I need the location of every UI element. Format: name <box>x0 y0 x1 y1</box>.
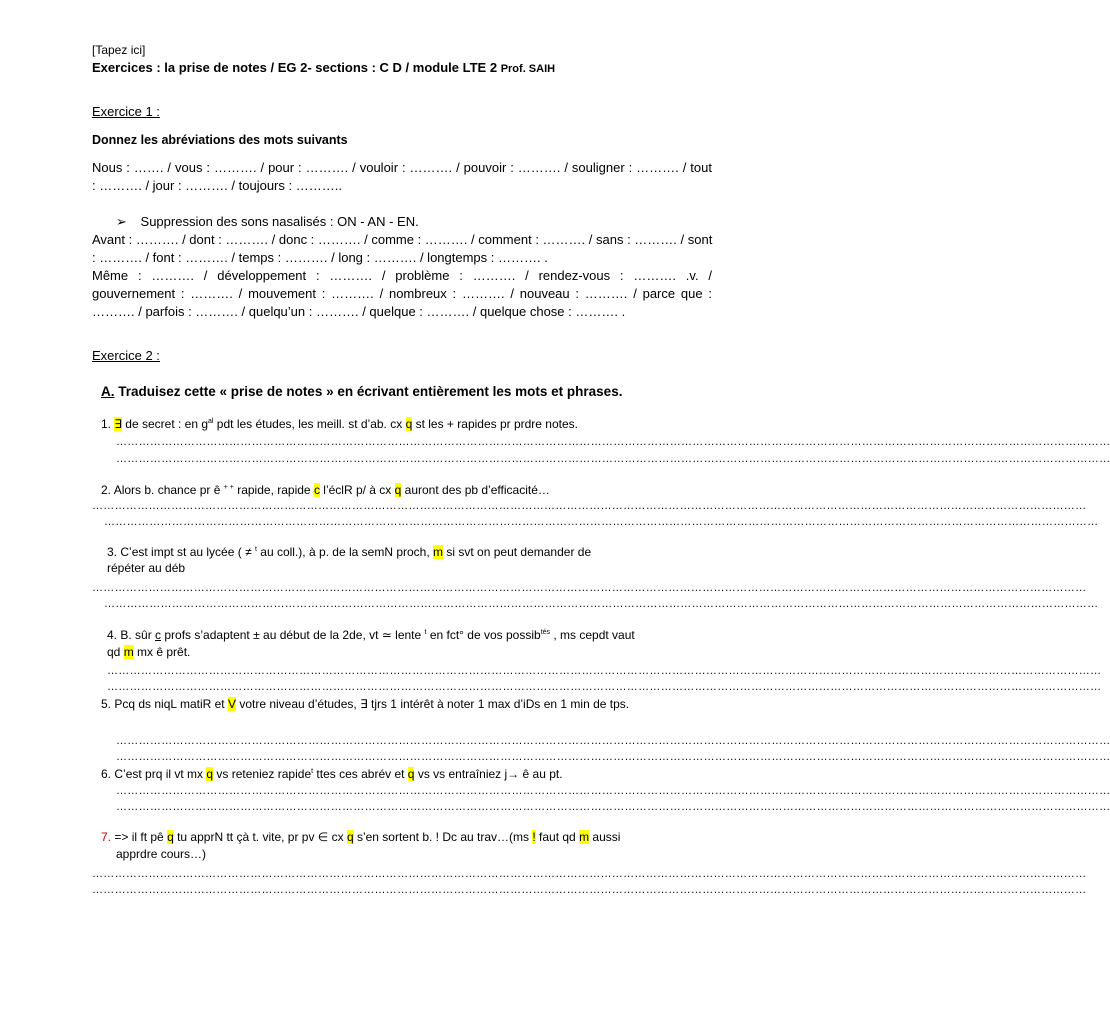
ex1-bullet-text: Suppression des sons nasalisés : ON - AN - EN. <box>140 214 419 229</box>
highlight: c <box>313 483 320 497</box>
ex2-item-3-line-2: répéter au déb <box>107 561 186 575</box>
answer-line: ………………………………………………………………………………………………………………………………………………………………………………………………………………………………………… <box>116 436 1110 448</box>
ex1-line-1: Nous : ……. / vous : ………. / pour : ………. / vouloir : ………. / pouvoir : ………. / souligner : ………. / tout <box>92 160 712 175</box>
ex1-line-2: : ………. / jour : ………. / toujours : ……….. <box>92 178 342 193</box>
ex2-item-2: 2. Alors b. chance pr ê + + rapide, rapide c l’éclR p/ à cx q auront des pb d’efficacité… <box>101 483 550 497</box>
ex2-item-3: 3. C’est impt st au lycée ( ≠ $^t$ au coll.), à p. de la semN proch, m si svt on peut demander de <box>107 545 592 559</box>
document-title-prof: Prof. SAIH <box>500 63 556 75</box>
answer-line: ………………………………………………………………………………………………………………………………………………………………………………………………………………………………………… <box>116 785 1110 797</box>
highlight: q <box>405 417 413 431</box>
document-title <box>92 60 555 75</box>
exercise-2-part-a <box>101 384 622 399</box>
highlight: ! <box>532 830 536 844</box>
ex1-line-5: Même : ………. / développement : ………. / problème : ………. / rendez-vous : ………. .v. / <box>92 268 712 283</box>
ex2-item-7-line-2: apprdre cours…) <box>116 847 207 861</box>
answer-line: ………………………………………………………………………………………………………………………………………………………………………………………………………………………………………… <box>92 884 1087 896</box>
header-placeholder: [Tapez ici] <box>92 43 146 57</box>
item-number: 4. <box>107 628 118 642</box>
answer-line: ………………………………………………………………………………………………………………………………………………………………………………………………………………………………………… <box>104 598 1099 610</box>
highlight: m <box>433 545 444 559</box>
ex1-line-6: gouvernement : ………. / mouvement : ………. / nombreux : ………. / nouveau : ………. / parce que : <box>92 286 712 301</box>
answer-line: ………………………………………………………………………………………………………………………………………………………………………………………………………………………………………… <box>104 516 1099 528</box>
highlight: m <box>123 645 134 659</box>
answer-line: ………………………………………………………………………………………………………………………………………………………………………………………………………………………………………… <box>116 453 1110 465</box>
part-a-instruction: Traduisez cette « prise de notes » en écrivant entièrement les mots et phrases. <box>114 384 623 399</box>
part-a-label: A. <box>101 384 115 399</box>
ex2-item-4: 4. B. sûr c profs s’adaptent ± au début de la 2de, vt ≃ lente $^t$ en fct° de vos possib$^{tés}$ , ms cepdt vaut <box>107 628 635 642</box>
item-number: 6. <box>101 767 112 781</box>
answer-line: ………………………………………………………………………………………………………………………………………………………………………………………………………………………………………… <box>116 735 1110 747</box>
answer-line: ………………………………………………………………………………………………………………………………………………………………………………………………………………………………………… <box>107 665 1102 677</box>
item-number: 7. <box>101 830 112 844</box>
ex1-line-4: : ………. / font : ………. / temps : ………. / long : ………. / longtemps : ………. . <box>92 250 548 265</box>
highlight: q <box>407 767 415 781</box>
exercise-1-heading: Exercice 1 : <box>92 104 160 119</box>
answer-line: ………………………………………………………………………………………………………………………………………………………………………………………………………………………………………… <box>116 751 1110 763</box>
answer-line: ………………………………………………………………………………………………………………………………………………………………………………………………………………………………………… <box>92 868 1087 880</box>
highlight: m <box>579 830 590 844</box>
answer-line: ………………………………………………………………………………………………………………………………………………………………………………………………………………………………………… <box>92 582 1087 594</box>
answer-line: ………………………………………………………………………………………………………………………………………………………………………………………………………………………………………… <box>116 801 1110 813</box>
exercise-1-instruction: Donnez les abréviations des mots suivants <box>92 133 348 147</box>
highlight: V <box>227 697 236 711</box>
highlight: q <box>394 483 402 497</box>
ex2-item-6: 6. C’est prq il vt mx q vs reteniez rapide$^t$ ttes ces abrév et q vs vs entraîniez j→ ê au pt. <box>101 767 563 781</box>
highlight: q <box>346 830 354 844</box>
document-title-main: Exercices : la prise de notes / EG 2- sections : C D / module LTE 2 <box>92 60 498 75</box>
highlight: q <box>167 830 174 844</box>
ex1-bullet <box>116 214 419 230</box>
item-number: 1. <box>101 417 112 431</box>
item-number: 2. <box>101 483 112 497</box>
highlight: q <box>206 767 214 781</box>
ex1-line-3: Avant : ………. / dont : ………. / donc : ………. / comme : ………. / comment : ………. / sans : ………. / sont <box>92 232 713 247</box>
item-number: 3. <box>107 545 118 559</box>
ex2-item-4-line-2: qd m mx ê prêt. <box>107 645 191 659</box>
ex2-item-7: 7. => il ft pê q tu apprN tt çà t. vite, pr pv ∈ cx q s’en sortent b. ! Dc au trav…(ms ! faut qd m aussi <box>101 830 621 844</box>
answer-line: ………………………………………………………………………………………………………………………………………………………………………………………………………………………………………… <box>107 681 1102 693</box>
ex1-line-7: ………. / parfois : ………. / quelqu’un : ………. / quelque : ………. / quelque chose : ………. . <box>92 304 626 319</box>
highlight: ∃ <box>114 417 122 431</box>
exercise-2-heading: Exercice 2 : <box>92 348 160 363</box>
item-number: 5. <box>101 697 112 711</box>
ex2-item-1: 1. ∃ de secret : en $g^{al}$ pdt les études, les meill. st d’ab. cx q st les + rapides pr prdre notes. <box>101 417 578 431</box>
ex2-item-5: 5. Pcq ds niqL matiR et V votre niveau d’études, ∃ tjrs 1 intérêt à noter 1 max d’iDs en 1 min de tps. <box>101 697 630 711</box>
arrow-bullet-icon: ➢ <box>116 214 127 229</box>
answer-line: ………………………………………………………………………………………………………………………………………………………………………………………………………………………………………… <box>92 500 1087 512</box>
